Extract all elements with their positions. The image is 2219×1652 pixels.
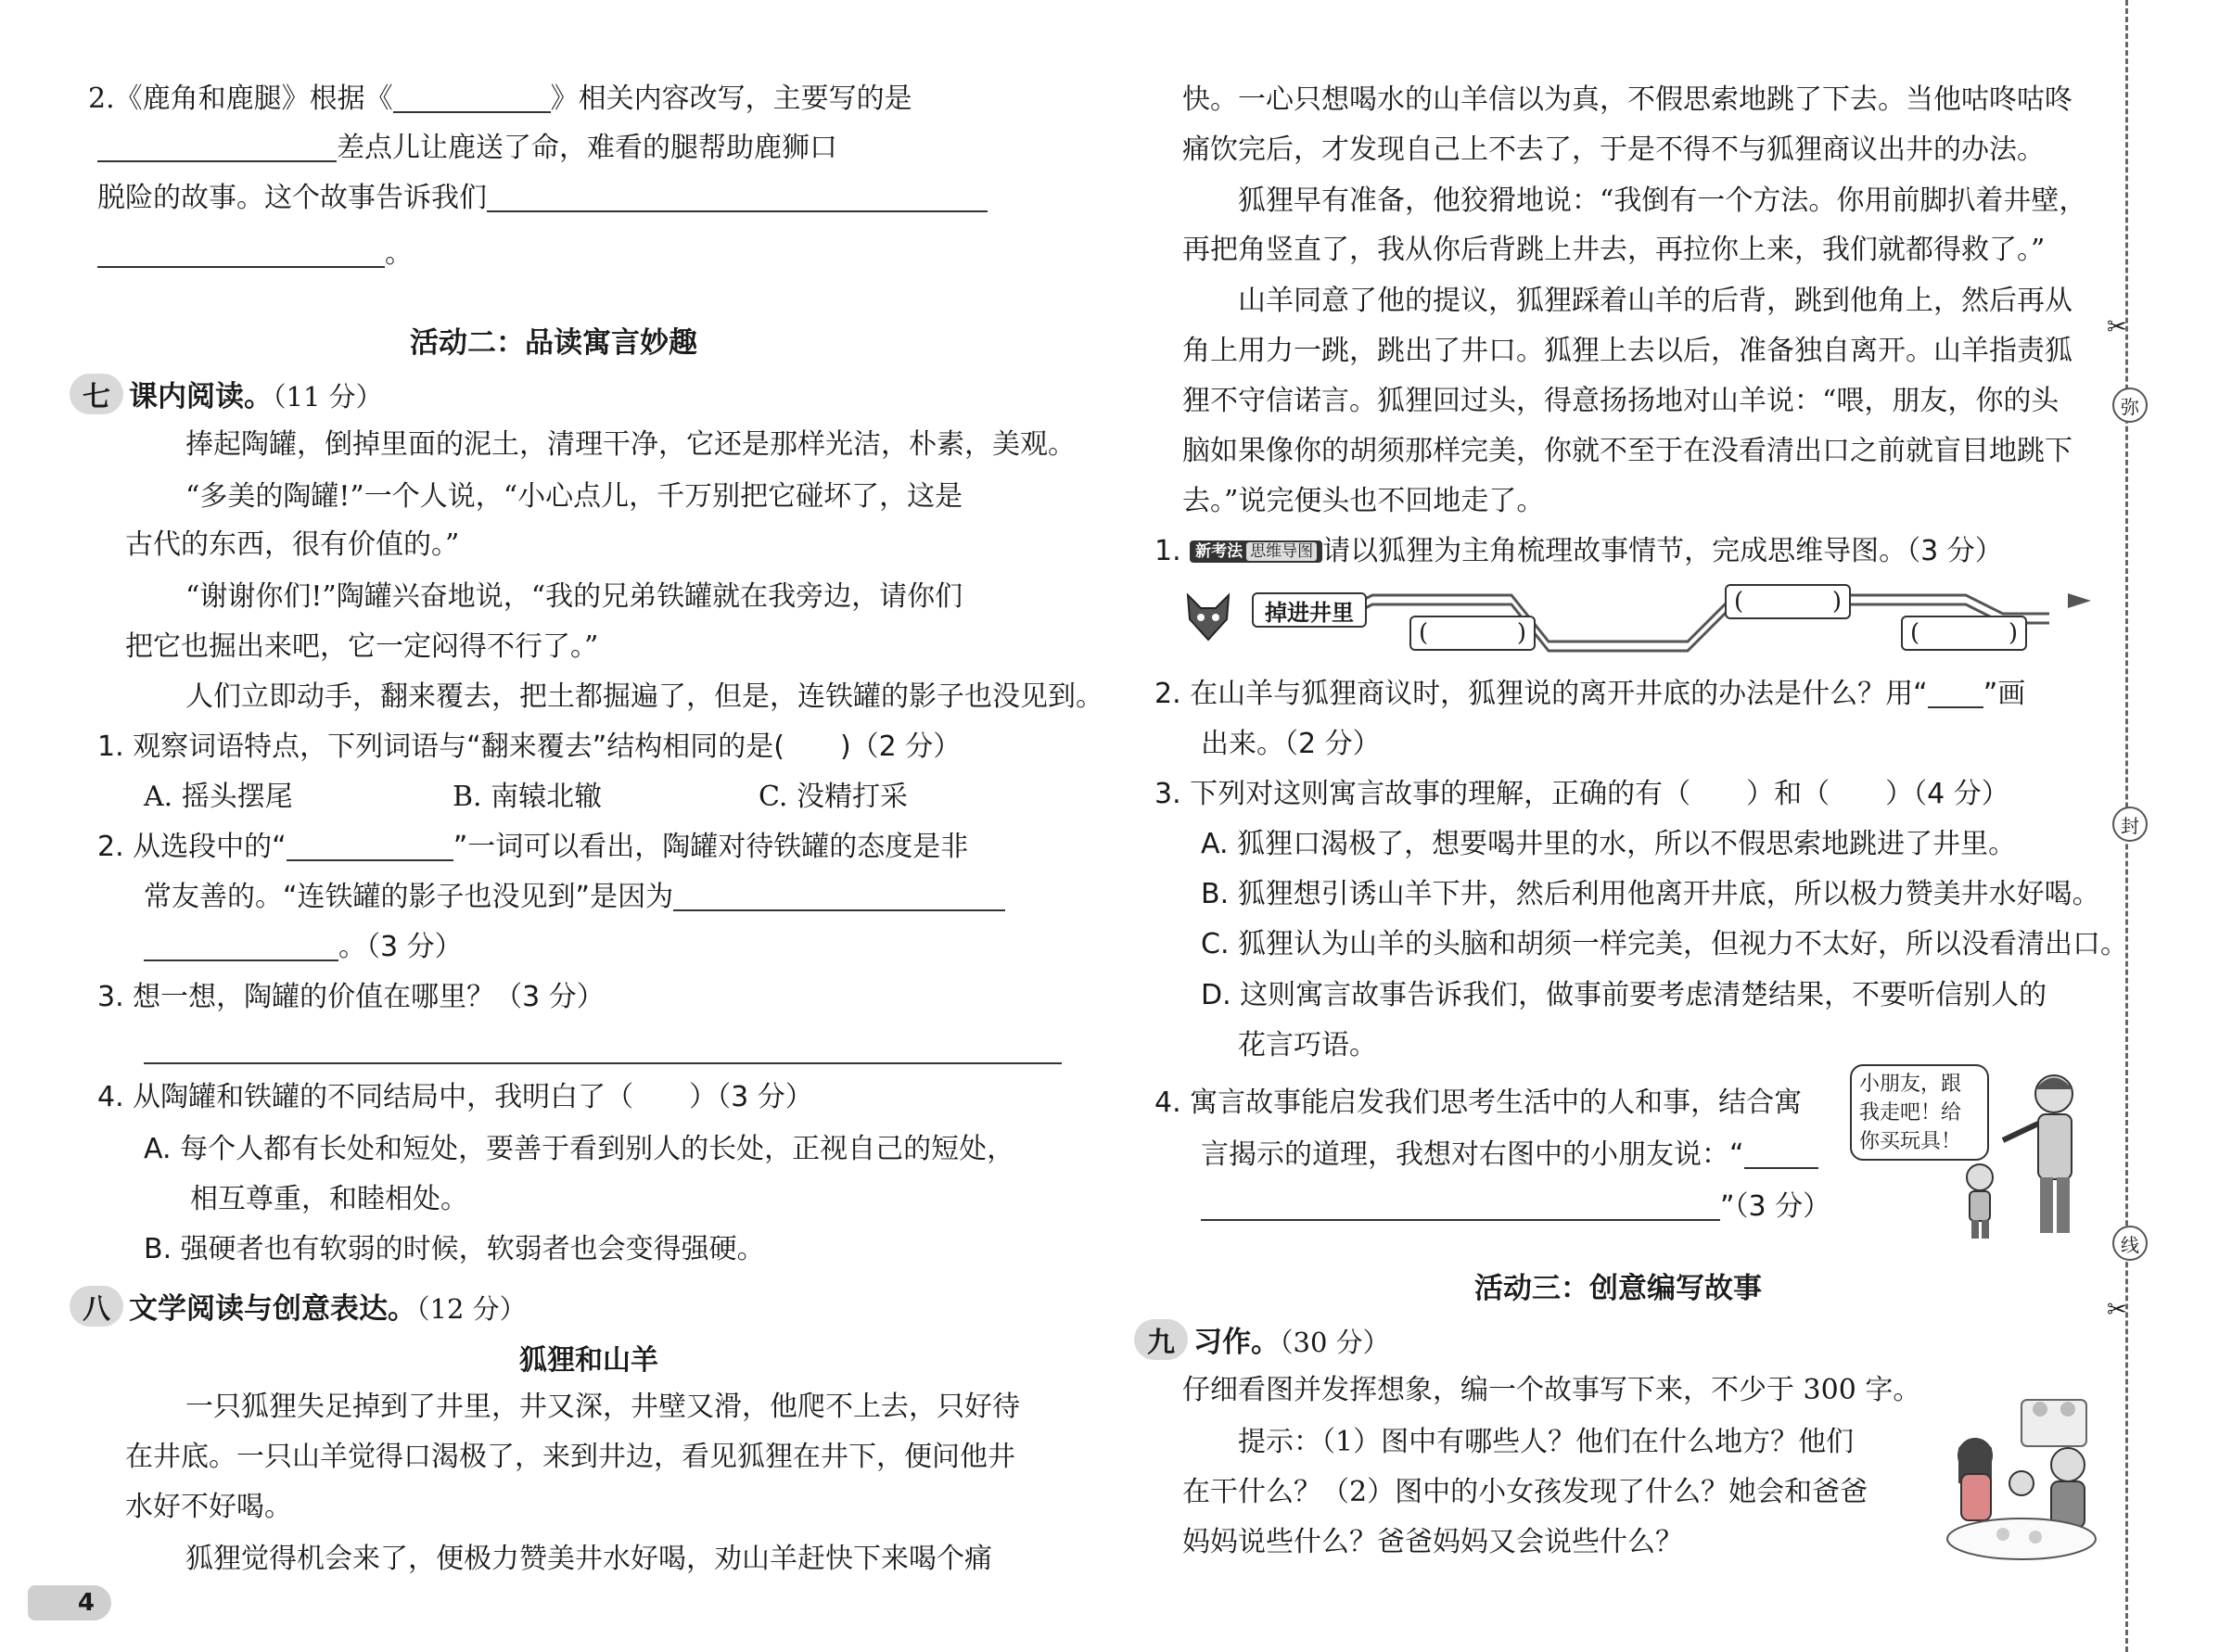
passage-line: 在井底。一只山羊觉得口渴极了，来到井边，看见狐狸在井下，便问他井 [125, 1441, 1015, 1473]
question-4: 4. 从陶罐和铁罐的不同结局中，我明白了（ ）（3 分） [97, 1081, 813, 1113]
activity2-title: 活动二：品读寓言妙趣 [410, 326, 697, 360]
section7-header [70, 373, 383, 414]
question-4: 4. 寓言故事能启发我们思考生活中的人和事，结合寓 [1154, 1087, 1803, 1119]
question-2: 2. 在山羊与狐狸商议时，狐狸说的离开井底的办法是什么？用“ ”画 [1154, 678, 2026, 710]
question-1: 1. 新考法 思维导图 请以狐狸为主角梳理故事情节，完成思维导图。（3 分） [1154, 535, 2003, 567]
binding-char: 线 [2112, 1226, 2148, 1261]
q2-top-line1: 2.《鹿角和鹿腿》根据《 》相关内容改写，主要写的是 [88, 83, 912, 115]
answer-blank[interactable] [487, 183, 988, 212]
question-2-end: 。（3 分） [144, 927, 463, 968]
man-and-child-illustration [1929, 1066, 2105, 1242]
answer-blank[interactable] [287, 832, 453, 861]
option-a-cont: 相互尊重，和睦相处。 [190, 1183, 468, 1215]
passage-line: 脑如果像你的胡须那样完美，你就不至于在没看清出口之前就盲目地跳下 [1182, 435, 2072, 467]
option-d-cont: 花言巧语。 [1238, 1029, 1377, 1061]
section8-header [70, 1285, 527, 1327]
question-2-cont: 出来。（2 分） [1201, 728, 1381, 760]
mind-map-node-3[interactable]: ( ) [1725, 584, 1851, 619]
passage-line: 角上用力一跳，跳出了井口。狐狸上去以后，准备独自离开。山羊指责狐 [1182, 335, 2072, 367]
mind-map-node-1: 掉进井里 [1252, 592, 1367, 628]
option-b[interactable]: B. 南辕北辙 [453, 781, 603, 813]
passage-line: 一只狐狸失足掉到了井里，井又深，井壁又滑，他爬不上去，只好待 [185, 1391, 1020, 1423]
answer-blank[interactable] [97, 133, 337, 162]
essay-hint: 提示：（1）图中有哪些人？他们在什么地方？他们 [1238, 1426, 1855, 1458]
question-1: 1. 观察词语特点，下列词语与“翻来覆去”结构相同的是( )（2 分） [97, 731, 962, 763]
question-4-cont: 言揭示的道理，我想对右图中的小朋友说：“ [1201, 1135, 1818, 1175]
q2-top-line2: 差点儿让鹿送了命，难看的腿帮助鹿狮口 [97, 128, 837, 169]
new-exam-tag: 新考法 思维导图 [1190, 540, 1322, 563]
question-2: 2. 从选段中的“ ”一词可以看出，陶罐对待铁罐的态度是非 [97, 831, 969, 863]
question-3: 3. 想一想，陶罐的价值在哪里？（3 分） [97, 981, 605, 1013]
answer-blank[interactable] [393, 83, 551, 113]
section-title: 文学阅读与创意表达。（12 分） [129, 1292, 527, 1326]
essay-instruction: 仔细看图并发挥想象，编一个故事写下来，不少于 300 字。 [1182, 1374, 1921, 1406]
section-number-badge: 七 [70, 374, 123, 414]
section-title: 课内阅读。（11 分） [129, 380, 383, 413]
section-title: 习作。（30 分） [1193, 1326, 1390, 1359]
answer-blank[interactable] [1201, 1191, 1720, 1221]
question-3: 3. 下列对这则寓言故事的理解，正确的有（ ）和（ ）（4 分） [1154, 778, 2009, 810]
option-a[interactable]: A. 每个人都有长处和短处，要善于看到别人的长处，正视自己的短处， [144, 1133, 1015, 1165]
passage-line: 痛饮完后，才发现自己上不去了，于是不得不与狐狸商议出井的办法。 [1182, 133, 2045, 166]
passage-line: 快。一心只想喝水的山羊信以为真，不假思索地跳了下去。当他咕咚咕咚 [1182, 83, 2072, 116]
speech-bubble: 小朋友，跟我走吧！给你买玩具！ [1850, 1064, 1989, 1161]
mind-map-node-4[interactable]: ( ) [1901, 616, 2027, 651]
question-2-cont: 常友善的。“连铁罐的影子也没见到”是因为 [144, 877, 1005, 918]
passage-line: 狐狸觉得机会来了，便极力赞美井水好喝，劝山羊赶快下来喝个痛 [185, 1543, 992, 1575]
scissors-icon: ✂ [2107, 1296, 2127, 1324]
passage-line: 狐狸早有准备，他狡猾地说：“我倒有一个方法。你用前脚扒着井壁， [1238, 184, 2087, 217]
answer-blank[interactable] [673, 882, 1005, 911]
section-number-badge: 八 [70, 1286, 123, 1327]
scissors-icon: ✂ [2107, 313, 2127, 341]
passage-line: “多美的陶罐!”一个人说，“小心点儿，千万别把它碰坏了，这是 [185, 480, 963, 513]
passage-line: 去。”说完便头也不回地走了。 [1182, 485, 1545, 517]
activity3-title: 活动三：创意编写故事 [1474, 1272, 1762, 1305]
passage-line: 再把角竖直了，我从你后背跳上井去，再拉你上来，我们就都得救了。” [1182, 234, 2046, 266]
passage-line: 人们立即动手，翻来覆去，把土都掘遍了，但是，连铁罐的影子也没见到。 [185, 680, 1103, 713]
q2-top-line4: 。 [97, 234, 413, 274]
binding-char: 弥 [2112, 388, 2148, 423]
option-d[interactable]: D. 这则寓言故事告诉我们，做事前要考虑清楚结果，不要听信别人的 [1201, 979, 2047, 1011]
page-number: 4 [28, 1585, 111, 1620]
mind-map-node-2[interactable]: ( ) [1409, 616, 1536, 651]
passage-line: 水好不好喝。 [125, 1491, 292, 1523]
passage-line: 狸不守信诺言。狐狸回过头，得意扬扬地对山羊说：“喂，朋友，你的头 [1182, 385, 2060, 417]
question-4-end: ”（3 分） [1201, 1187, 1830, 1227]
option-c[interactable]: C. 狐狸认为山羊的头脑和胡须一样完美，但视力不太好，所以没看清出口。 [1201, 928, 2129, 960]
story-title: 狐狸和山羊 [519, 1344, 658, 1377]
passage-line: 捧起陶罐，倒掉里面的泥土，清理干净，它还是那样光洁，朴素，美观。 [185, 428, 1076, 461]
answer-blank[interactable] [97, 238, 385, 268]
passage-line: 把它也掘出来吧，它一定闷得不行了。” [125, 630, 599, 663]
option-c[interactable]: C. 没精打采 [759, 781, 908, 813]
answer-blank[interactable] [144, 932, 338, 961]
fox-icon [1182, 591, 1234, 643]
option-a[interactable]: A. 摇头摆尾 [144, 781, 293, 813]
q2-top-line3: 脱险的故事。这个故事告诉我们 [97, 178, 988, 219]
option-b[interactable]: B. 狐狸想引诱山羊下井，然后利用他离开井底，所以极力赞美井水好喝。 [1201, 878, 2100, 910]
section9-header [1134, 1318, 1390, 1360]
passage-line: 山羊同意了他的提议，狐狸踩着山羊的后背，跳到他角上，然后再从 [1238, 285, 2072, 317]
answer-blank[interactable] [1744, 1139, 1818, 1169]
binding-char: 封 [2112, 807, 2148, 842]
essay-hint: 妈妈说些什么？爸爸妈妈又会说些什么？ [1182, 1526, 1683, 1558]
passage-line: 古代的东西，很有价值的。” [125, 528, 460, 561]
section-number-badge: 九 [1134, 1319, 1188, 1360]
option-a[interactable]: A. 狐狸口渴极了，想要喝井里的水，所以不假思索地跳进了井里。 [1201, 828, 2017, 860]
essay-hint: 在干什么？（2）图中的小女孩发现了什么？她会和爸爸 [1182, 1476, 1868, 1508]
option-b[interactable]: B. 强硬者也有软弱的时候，软弱者也会变得强硬。 [144, 1233, 765, 1265]
mind-map [1178, 586, 2114, 660]
passage-line: “谢谢你们!”陶罐兴奋地说，“我的兄弟铁罐就在我旁边，请你们 [185, 580, 963, 613]
family-dinner-illustration [1938, 1391, 2105, 1576]
underline-sample [1928, 679, 1983, 708]
answer-line[interactable] [144, 1062, 1062, 1064]
